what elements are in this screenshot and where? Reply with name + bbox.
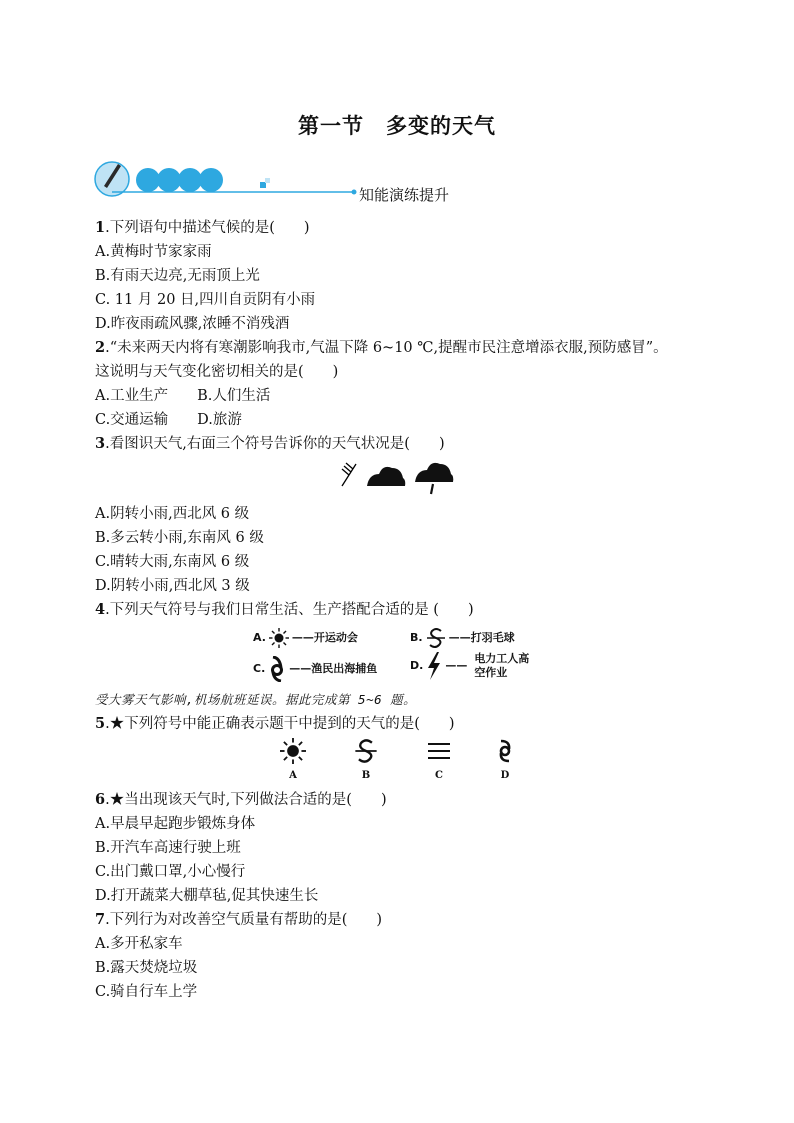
banner-dot (157, 168, 181, 192)
question-6 (95, 788, 715, 812)
question-number: 2 (95, 339, 106, 356)
question-number: 5 (95, 715, 106, 732)
passage-intro: 受大雾天气影响,机场航班延误。据此完成第 5~6 题。 (95, 692, 417, 707)
question-number: 3 (95, 435, 106, 452)
option: D.打开蔬菜大棚草毡,促其快速生长 (95, 888, 319, 904)
fog-icon (426, 738, 452, 764)
option: B.露天焚烧垃圾 (95, 960, 198, 976)
question-stem: .下列语句中描述气候的是( ) (105, 220, 310, 236)
typhoon-icon (492, 738, 518, 764)
sunny-icon (280, 738, 306, 764)
q4-option-a: A. ——开运动会 (253, 626, 358, 650)
thunderstorm-icon (426, 652, 442, 680)
question-number: 6 (95, 791, 106, 808)
question-list (95, 216, 715, 1004)
option-row: A.工业生产 B.人们生活 (95, 388, 271, 404)
question-stem: .下列行为对改善空气质量有帮助的是( ) (105, 912, 383, 928)
question-stem: .★当出现该天气时,下列做法合适的是( ) (105, 792, 387, 808)
question-7 (95, 908, 715, 932)
question-number: 7 (95, 911, 106, 928)
option: A.阴转小雨,西北风 6 级 (95, 506, 250, 522)
option: C.骑自行车上学 (95, 984, 198, 1000)
q4-option-b: B. ——打羽毛球 (410, 626, 515, 650)
sunny-icon (269, 628, 289, 648)
option: C. 11 月 20 日,四川自贡阴有小雨 (95, 292, 316, 308)
question-stem: .★下列符号中能正确表示题干中提到的天气的是( ) (105, 716, 455, 732)
option: A.黄梅时节家家雨 (95, 244, 212, 260)
typhoon-icon (268, 656, 286, 682)
option: B.开汽车高速行驶上班 (95, 840, 241, 856)
question-4 (95, 598, 715, 622)
question-number: 4 (95, 601, 106, 618)
question-stem-continued: 这说明与天气变化密切相关的是( ) (95, 364, 339, 380)
q5-option-a: A (278, 738, 308, 788)
banner-dot (136, 168, 160, 192)
q5-option-c: C (424, 738, 454, 788)
q5-symbols-row (95, 736, 715, 788)
q5-option-d: D (490, 738, 520, 788)
option: D.昨夜雨疏风骤,浓睡不消残酒 (95, 316, 290, 332)
cloudy-icon (365, 460, 407, 490)
q4-options-grid (95, 622, 715, 688)
light-rain-icon (413, 460, 455, 498)
question-stem: .“未来两天内将有寒潮影响我市,气温下降 6~10 ℃,提醒市民注意增添衣服,预防感冒”。 (105, 340, 668, 356)
option: A.早晨早起跑步锻炼身体 (95, 816, 256, 832)
page-title: 第一节 多变的天气 (298, 114, 496, 138)
question-5 (95, 712, 715, 736)
section-label: 知能演练提升 (359, 186, 450, 204)
banner-dot (178, 168, 202, 192)
option: B.多云转小雨,东南风 6 级 (95, 530, 264, 546)
q5-option-b: B (351, 738, 381, 788)
question-1 (95, 216, 715, 240)
question-3 (95, 432, 715, 456)
option: C.出门戴口罩,小心慢行 (95, 864, 246, 880)
option: D.阴转小雨,西北风 3 级 (95, 578, 250, 594)
option: A.多开私家车 (95, 936, 183, 952)
question-stem: .下列天气符号与我们日常生活、生产搭配合适的是 ( ) (105, 602, 474, 618)
q4-option-d: D. —— 电力工人高 空作业 (410, 652, 530, 679)
option: C.晴转大雨,东南风 6 级 (95, 554, 250, 570)
sandstorm-icon (426, 627, 446, 649)
question-2 (95, 336, 715, 360)
question-stem: .看图识天气,右面三个符号告诉你的天气状况是( ) (105, 436, 445, 452)
wind-icon (338, 460, 360, 490)
q4-option-c: C. ——渔民出海捕鱼 (253, 656, 377, 682)
question-number: 1 (95, 219, 106, 236)
sandstorm-icon (353, 738, 379, 764)
weather-symbols-row (95, 456, 715, 502)
option: B.有雨天边亮,无雨顶上光 (95, 268, 260, 284)
option-row: C.交通运输 D.旅游 (95, 412, 242, 428)
banner-dot (199, 168, 223, 192)
